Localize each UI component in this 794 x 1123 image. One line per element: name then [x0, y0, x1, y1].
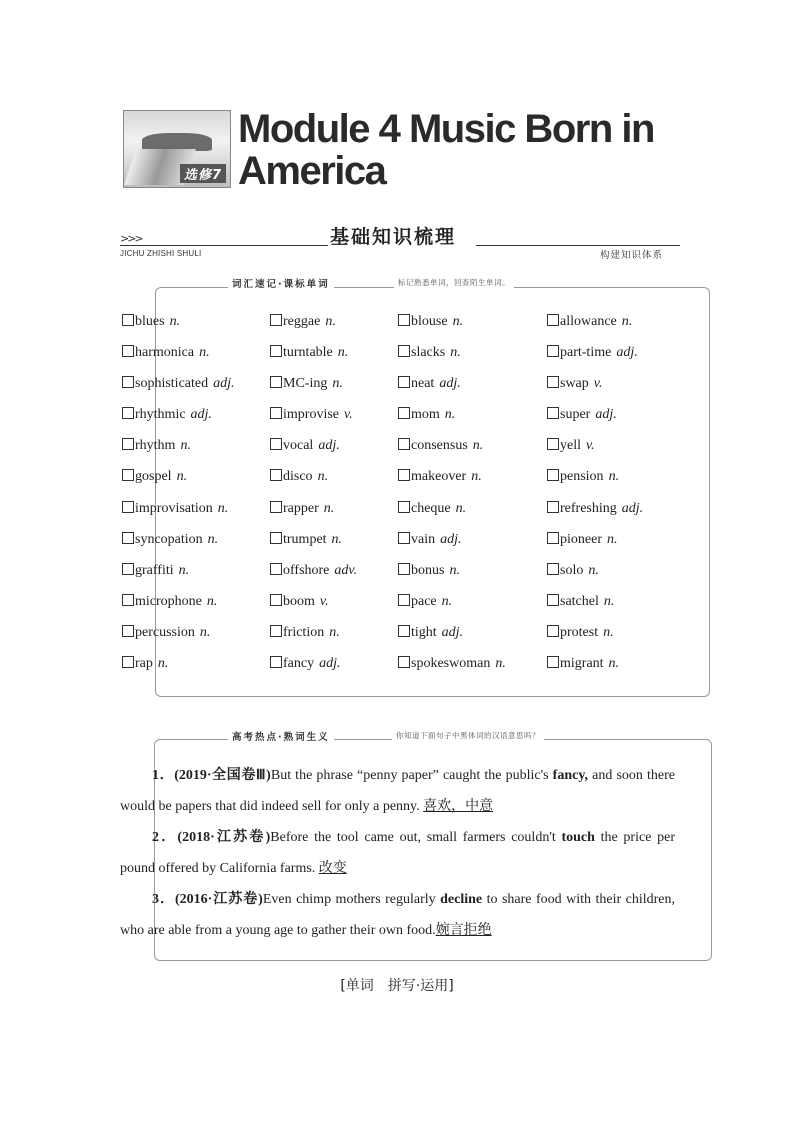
vocab-word: rhythmic	[135, 407, 186, 423]
hot-item-keyword: touch	[561, 830, 595, 845]
vocab-item[interactable]	[122, 345, 210, 361]
vocab-part-of-speech: n.	[588, 562, 599, 578]
hot-item-text: Even chimp mothers regularly	[262, 892, 441, 907]
vocab-item[interactable]	[547, 532, 617, 548]
vocab-part-of-speech: n.	[332, 376, 343, 392]
checkbox-icon[interactable]	[122, 345, 134, 357]
vocab-part-of-speech: n.	[206, 593, 218, 609]
checkbox-icon[interactable]	[398, 594, 410, 606]
vocab-word: disco	[283, 469, 313, 485]
vocab-word: blouse	[411, 314, 448, 329]
vocab-item[interactable]	[270, 501, 334, 517]
vocab-grid	[120, 310, 720, 683]
vocab-item[interactable]	[398, 314, 463, 330]
vocab-row	[120, 497, 720, 528]
hot-item-text: But the phrase “penny paper” caught the public's	[270, 768, 553, 783]
checkbox-icon[interactable]	[547, 469, 559, 481]
vocab-item[interactable]	[398, 532, 462, 548]
vocab-word: vain	[411, 531, 436, 547]
vocab-item[interactable]	[547, 563, 599, 579]
vocab-item[interactable]	[122, 625, 210, 641]
vocab-word: mom	[411, 407, 440, 423]
vocab-item[interactable]	[270, 563, 357, 579]
hot-item-answer: 喜欢，中意	[423, 798, 494, 814]
hot-item-keyword: fancy,	[552, 768, 589, 783]
hot-item	[120, 760, 675, 822]
vocab-part-of-speech: n.	[199, 624, 211, 640]
vocab-item[interactable]	[398, 345, 461, 361]
vocab-part-of-speech: n.	[317, 469, 329, 485]
hot-item-keyword: decline	[440, 892, 483, 907]
vocab-part-of-speech: n.	[331, 531, 343, 547]
vocab-row	[120, 465, 720, 496]
vocab-part-of-speech: v.	[344, 407, 353, 423]
vocab-word: trumpet	[283, 531, 327, 547]
checkbox-icon[interactable]	[398, 438, 410, 450]
vocab-part-of-speech: adj.	[213, 376, 235, 392]
vocab-part-of-speech: adj.	[616, 345, 638, 361]
checkbox-icon[interactable]	[398, 469, 410, 481]
checkbox-icon[interactable]	[270, 438, 282, 450]
section-rule-right	[476, 245, 680, 246]
vocab-row	[120, 434, 720, 465]
vocab-row	[120, 310, 720, 341]
checkbox-icon[interactable]	[398, 532, 410, 544]
checkbox-icon[interactable]	[270, 563, 282, 575]
vocab-word: spokeswoman	[411, 656, 491, 672]
vocab-word: MC-ing	[283, 376, 328, 392]
vocab-row	[120, 372, 720, 403]
hot-item	[120, 884, 675, 946]
vocab-item[interactable]	[270, 469, 328, 485]
checkbox-icon[interactable]	[270, 594, 282, 606]
vocab-item[interactable]	[122, 563, 189, 579]
section-title: 基础知识梳理	[330, 226, 457, 248]
checkbox-icon[interactable]	[270, 501, 282, 513]
vocab-row	[120, 528, 720, 559]
checkbox-icon[interactable]	[122, 376, 134, 388]
checkbox-icon[interactable]	[270, 656, 282, 668]
checkbox-icon[interactable]	[547, 563, 559, 575]
hot-item-number: 1．	[152, 768, 175, 783]
vocab-part-of-speech: n.	[455, 500, 467, 516]
vocab-item[interactable]	[270, 345, 348, 361]
checkbox-icon[interactable]	[270, 469, 282, 481]
vocab-part-of-speech: n.	[178, 562, 190, 578]
vocab-part-of-speech: n.	[207, 531, 219, 547]
section-rule-left	[120, 245, 328, 246]
vocab-word: boom	[283, 593, 315, 609]
hot-item-text: to share food with their children, who are able from a young age to gather their own food.	[120, 892, 675, 938]
vocab-part-of-speech: adj.	[318, 438, 340, 454]
vocab-word: part-time	[560, 345, 612, 361]
vocab-word: syncopation	[135, 531, 203, 547]
vocab-part-of-speech: n.	[472, 438, 484, 454]
hot-item-answer: 改变	[318, 860, 347, 876]
vocab-item[interactable]	[398, 407, 455, 423]
vocab-part-of-speech: adj.	[319, 656, 341, 672]
hot-item-text: and soon there would be papers that did indeed sell for only a penny.	[120, 768, 675, 814]
hot-box-caption: 高考热点·熟词生义	[228, 729, 334, 743]
checkbox-icon[interactable]	[270, 532, 282, 544]
vocab-part-of-speech: n.	[495, 656, 506, 672]
vocab-row	[120, 559, 720, 590]
vocab-word: offshore	[283, 562, 330, 578]
checkbox-icon[interactable]	[122, 469, 134, 481]
vocab-part-of-speech: n.	[441, 593, 453, 609]
hot-item-number: 3．	[152, 892, 175, 907]
checkbox-icon[interactable]	[122, 563, 134, 575]
vocab-item[interactable]	[547, 438, 595, 454]
vocab-word: microphone	[135, 593, 202, 609]
vocab-item[interactable]	[270, 407, 353, 423]
vocab-part-of-speech: n.	[608, 656, 620, 672]
vocab-word: neat	[411, 376, 435, 392]
vocab-item[interactable]	[122, 594, 217, 610]
section-pinyin: JICHU ZHISHI SHULI	[120, 249, 202, 258]
vocab-word: percussion	[135, 624, 195, 640]
vocab-part-of-speech: n.	[325, 314, 336, 329]
vocab-part-of-speech: n.	[323, 500, 335, 516]
checkbox-icon[interactable]	[547, 625, 559, 637]
vocab-word: protest	[560, 624, 599, 640]
vocab-part-of-speech: n.	[471, 469, 482, 485]
vocab-word: makeover	[411, 469, 467, 485]
vocab-item[interactable]	[270, 625, 340, 641]
vocab-word: consensus	[411, 438, 468, 454]
vocab-item[interactable]	[547, 594, 614, 610]
vocab-item[interactable]	[398, 438, 483, 454]
checkbox-icon[interactable]	[122, 656, 134, 668]
vocab-part-of-speech: n.	[157, 656, 169, 672]
vocab-word: allowance	[560, 314, 617, 329]
vocab-item[interactable]	[398, 469, 482, 485]
vocab-word: satchel	[560, 593, 599, 609]
checkbox-icon[interactable]	[398, 345, 410, 357]
vocab-item[interactable]	[270, 438, 340, 454]
hot-item	[120, 822, 675, 884]
hot-list	[120, 760, 675, 946]
footer-label: [单词 拼写·运用]	[340, 978, 454, 994]
section-subtitle: 构建知识体系	[600, 250, 664, 261]
checkbox-icon[interactable]	[547, 407, 559, 419]
hot-box-hint: 你知道下面句子中黑体词的汉语意思吗？	[392, 730, 544, 741]
vocab-word: yell	[560, 438, 581, 454]
checkbox-icon[interactable]	[122, 532, 134, 544]
hot-item-source: (2016·江苏卷)	[174, 892, 263, 907]
checkbox-icon[interactable]	[547, 501, 559, 513]
vocab-item[interactable]	[270, 314, 336, 330]
vocab-word: pension	[560, 469, 604, 485]
vocab-word: bonus	[411, 562, 445, 578]
checkbox-icon[interactable]	[547, 594, 559, 606]
vocab-item[interactable]	[122, 314, 180, 330]
vocab-part-of-speech: n.	[329, 624, 340, 640]
hot-item-text: the price per pound offered by California farms.	[120, 830, 675, 876]
vocab-word: swap	[560, 376, 589, 392]
vocab-row	[120, 652, 720, 683]
checkbox-icon[interactable]	[398, 407, 410, 419]
vocab-part-of-speech: v.	[593, 376, 603, 392]
vocab-item[interactable]	[398, 656, 506, 672]
checkbox-icon[interactable]	[398, 501, 410, 513]
vocab-part-of-speech: n.	[217, 500, 229, 516]
checkbox-icon[interactable]	[547, 656, 559, 668]
vocab-word: pioneer	[560, 531, 602, 547]
vocab-part-of-speech: n.	[449, 562, 460, 578]
vocab-item[interactable]	[122, 532, 218, 548]
vocab-part-of-speech: adj.	[621, 500, 644, 516]
vocab-item[interactable]	[122, 438, 191, 454]
checkbox-icon[interactable]	[547, 438, 559, 450]
vocab-part-of-speech: n.	[450, 345, 461, 361]
vocab-item[interactable]	[122, 501, 228, 517]
vocab-item[interactable]	[398, 625, 463, 641]
vocab-row	[120, 403, 720, 434]
vocab-word: harmonica	[135, 345, 195, 361]
checkbox-icon[interactable]	[122, 314, 134, 326]
vocab-part-of-speech: n.	[176, 469, 188, 485]
module-badge-image	[123, 110, 231, 188]
vocab-item[interactable]	[270, 532, 342, 548]
checkbox-icon[interactable]	[270, 314, 282, 326]
vocab-word: tight	[411, 624, 437, 640]
vocab-word: cheque	[411, 500, 451, 516]
hot-item-source: (2018·江苏卷)	[177, 830, 271, 845]
hot-item-text: Before the tool came out, small farmers couldn't	[270, 830, 562, 845]
vocab-item[interactable]	[398, 563, 460, 579]
vocab-word: fancy	[283, 656, 315, 672]
vocab-word: improvisation	[135, 500, 213, 516]
vocab-part-of-speech: n.	[603, 593, 615, 609]
checkbox-icon[interactable]	[398, 563, 410, 575]
vocab-word: migrant	[560, 656, 604, 672]
vocab-item[interactable]	[547, 501, 643, 517]
badge-label: 选修7	[180, 164, 226, 183]
checkbox-icon[interactable]	[547, 345, 559, 357]
checkbox-icon[interactable]	[398, 656, 410, 668]
vocab-word: gospel	[135, 469, 172, 485]
vocab-word: graffiti	[135, 562, 174, 578]
vocab-part-of-speech: n.	[621, 314, 633, 329]
vocab-part-of-speech: adj.	[439, 376, 461, 392]
vocab-word: super	[560, 407, 591, 423]
vocab-item[interactable]	[122, 407, 212, 423]
vocab-part-of-speech: n.	[606, 531, 618, 547]
vocab-box-caption: 词汇速记·课标单词	[228, 276, 334, 290]
vocab-part-of-speech: n.	[603, 624, 614, 640]
vocab-part-of-speech: n.	[180, 438, 191, 454]
vocab-part-of-speech: adj.	[441, 624, 464, 640]
checkbox-icon[interactable]	[547, 376, 559, 388]
vocab-word: blues	[135, 314, 165, 329]
vocab-word: sophisticated	[135, 376, 209, 392]
checkbox-icon[interactable]	[398, 376, 410, 388]
vocab-word: turntable	[283, 345, 333, 361]
vocab-item[interactable]	[547, 469, 619, 485]
vocab-item[interactable]	[547, 656, 619, 672]
checkbox-icon[interactable]	[547, 314, 559, 326]
vocab-part-of-speech: adj.	[440, 531, 462, 547]
checkbox-icon[interactable]	[270, 376, 282, 388]
vocab-part-of-speech: adj.	[595, 407, 617, 423]
vocab-item[interactable]	[398, 376, 461, 392]
vocab-item[interactable]	[270, 594, 329, 610]
checkbox-icon[interactable]	[122, 501, 134, 513]
vocab-word: vocal	[283, 438, 314, 454]
vocab-part-of-speech: v.	[586, 438, 595, 454]
vocab-box-hint: 标记熟悉单词，回查陌生单词。	[394, 277, 514, 288]
vocab-part-of-speech: adv.	[334, 562, 358, 578]
checkbox-icon[interactable]	[270, 625, 282, 637]
vocab-word: refreshing	[560, 500, 617, 516]
vocab-word: rap	[135, 656, 153, 672]
vocab-item[interactable]	[547, 376, 602, 392]
vocab-item[interactable]	[398, 501, 466, 517]
hot-item-source: (2019·全国卷Ⅲ)	[174, 768, 271, 783]
module-title: Module 4 Music Born in America	[238, 107, 654, 193]
vocab-item[interactable]	[122, 376, 235, 392]
vocab-word: rhythm	[135, 438, 176, 454]
vocab-item[interactable]	[270, 656, 340, 672]
vocab-item[interactable]	[547, 407, 617, 423]
vocab-part-of-speech: n.	[199, 345, 210, 361]
vocab-part-of-speech: v.	[319, 593, 329, 609]
vocab-part-of-speech: adj.	[190, 407, 212, 423]
vocab-part-of-speech: n.	[337, 345, 349, 361]
vocab-part-of-speech: n.	[169, 314, 181, 329]
vocab-word: pace	[411, 593, 437, 609]
vocab-row	[120, 621, 720, 652]
vocab-item[interactable]	[122, 656, 168, 672]
vocab-row	[120, 341, 720, 372]
checkbox-icon[interactable]	[122, 407, 134, 419]
checkbox-icon[interactable]	[547, 532, 559, 544]
vocab-item[interactable]	[270, 376, 343, 392]
vocab-part-of-speech: n.	[452, 314, 464, 329]
checkbox-icon[interactable]	[122, 625, 134, 637]
vocab-row	[120, 590, 720, 621]
vocab-word: reggae	[283, 314, 321, 329]
vocab-word: slacks	[411, 345, 446, 361]
section-arrows-icon: >>>	[120, 232, 142, 245]
vocab-part-of-speech: n.	[444, 407, 456, 423]
vocab-item[interactable]	[547, 625, 614, 641]
vocab-word: solo	[560, 562, 584, 578]
checkbox-icon[interactable]	[398, 314, 410, 326]
vocab-word: friction	[283, 624, 325, 640]
checkbox-icon[interactable]	[398, 625, 410, 637]
checkbox-icon[interactable]	[270, 407, 282, 419]
vocab-part-of-speech: n.	[608, 469, 620, 485]
vocab-item[interactable]	[398, 594, 452, 610]
hot-item-answer: 婉言拒绝	[435, 922, 492, 938]
vocab-item[interactable]	[122, 469, 187, 485]
checkbox-icon[interactable]	[122, 594, 134, 606]
checkbox-icon[interactable]	[122, 438, 134, 450]
vocab-word: rapper	[283, 500, 319, 516]
checkbox-icon[interactable]	[270, 345, 282, 357]
vocab-word: improvise	[283, 407, 339, 423]
hot-item-number: 2．	[152, 830, 178, 845]
vocab-item[interactable]	[547, 345, 638, 361]
vocab-item[interactable]	[547, 314, 632, 330]
